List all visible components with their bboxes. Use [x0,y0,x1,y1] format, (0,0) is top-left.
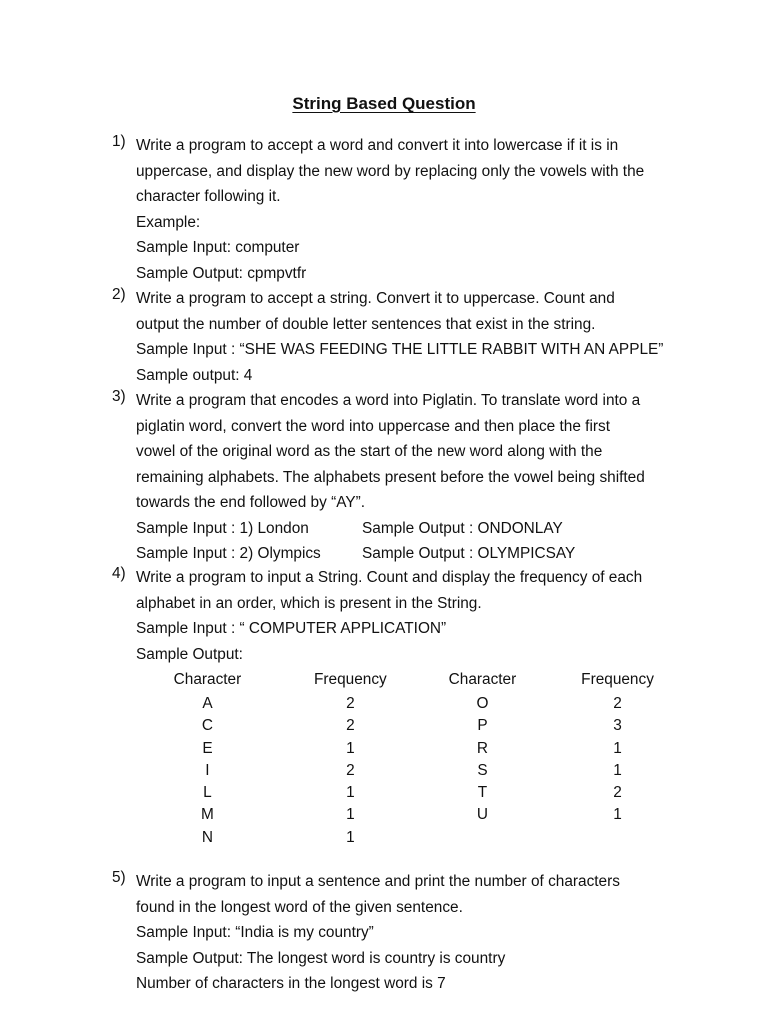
table-cell: R [476,739,489,757]
table-cell: M [201,806,214,824]
question-line: piglatin word, convert the word into uppercase and then place the first [136,417,610,435]
sample-output: Number of characters in the longest word is 7 [136,975,446,992]
table-cell: 2 [346,761,355,779]
question-body [136,869,692,997]
question-line: alphabet in an order, which is present in the String. [136,594,482,612]
table-cell: 1 [346,806,355,824]
table-cell: 2 [346,695,355,712]
sample-input: Sample Input: “India is my country” [136,924,374,941]
sample-input: Sample Input : “SHE WAS FEEDING THE LITTLE RABBIT WITH AN APPLE” [136,341,664,358]
table-row [136,782,692,804]
question-line: Write a program to input a sentence and print the number of characters [136,873,620,890]
question-body [136,565,692,667]
sample-output: Sample Output : ONDONLAY [362,519,563,537]
table-cell: 1 [346,784,355,802]
question-line: Example: [136,213,201,231]
table-cell: C [201,717,213,735]
sample-input: Sample Input : “ COMPUTER APPLICATION” [136,620,447,637]
question-number: 1) [112,133,126,150]
table-cell: A [202,695,213,712]
question-number: 5) [112,869,126,886]
table-cell: O [476,695,489,712]
question-number: 3) [112,388,126,405]
table-cell: 2 [346,717,355,735]
table-cell: S [477,761,488,779]
table-cell: U [476,806,489,824]
question-line: Write a program to accept a word and convert it into lowercase if it is in [136,137,619,154]
question-line: Write a program that encodes a word into Piglatin. To translate word into a [136,392,641,409]
table-cell: T [477,784,488,802]
column-header: Character [173,671,242,688]
table-header-row [136,667,692,693]
table-row [136,804,692,826]
table-cell [422,827,543,849]
question-line: towards the end followed by “AY”. [136,494,365,511]
question-number: 2) [112,286,126,303]
table-cell: 1 [613,761,622,779]
table-row [136,827,692,849]
question-line: remaining alphabets. The alphabets present before the vowel being shifted [136,468,645,486]
question-4 [112,565,692,849]
question-line: Write a program to input a String. Count and display the frequency of each [136,569,643,586]
question-line: output the number of double letter sentences that exist in the string. [136,315,596,333]
frequency-table [136,667,692,849]
question-body [136,133,692,286]
question-line: uppercase, and display the new word by replacing only the vowels with the [136,162,645,180]
sample-pair [136,516,692,542]
question-body [136,286,692,388]
table-cell: P [477,717,488,735]
question-5 [112,869,692,997]
page-title: String Based Question [292,94,476,113]
table-cell: 2 [613,784,622,802]
column-header: Frequency [581,671,654,688]
question-body [136,388,692,567]
table-cell: 1 [613,806,622,824]
question-line: character following it. [136,188,281,205]
table-cell: 3 [613,717,622,735]
table-cell: I [205,761,210,779]
table-cell: 1 [613,739,622,757]
question-1 [112,133,692,286]
sample-output: Sample Output: cpmpvtfr [136,264,307,282]
table-row [136,715,692,737]
question-number: 4) [112,565,126,582]
table-row [136,760,692,782]
sample-output: Sample Output : OLYMPICSAY [362,545,576,562]
question-3 [112,388,692,567]
column-header: Character [448,671,517,688]
sample-input: Sample Input : 1) London [136,519,309,537]
table-cell [543,827,692,849]
sample-output: Sample output: 4 [136,366,253,384]
question-line: vowel of the original word as the start of the new word along with the [136,443,603,460]
table-cell: 1 [346,739,355,757]
table-cell: L [203,784,212,802]
sample-input: Sample Input: computer [136,239,300,256]
sample-pair [136,541,692,567]
table-cell: 1 [346,828,355,846]
question-line: found in the longest word of the given sentence. [136,898,463,916]
sample-output-label: Sample Output: [136,645,243,663]
question-line: Write a program to accept a string. Convert it to uppercase. Count and [136,290,615,307]
table-cell: E [202,739,213,757]
column-header: Frequency [314,671,387,688]
table-cell: N [201,828,213,846]
table-row [136,738,692,760]
table-cell: 2 [613,695,622,712]
question-2 [112,286,692,388]
table-row [136,693,692,715]
sample-output: Sample Output: The longest word is country is country [136,949,506,967]
sample-input: Sample Input : 2) Olympics [136,545,321,562]
